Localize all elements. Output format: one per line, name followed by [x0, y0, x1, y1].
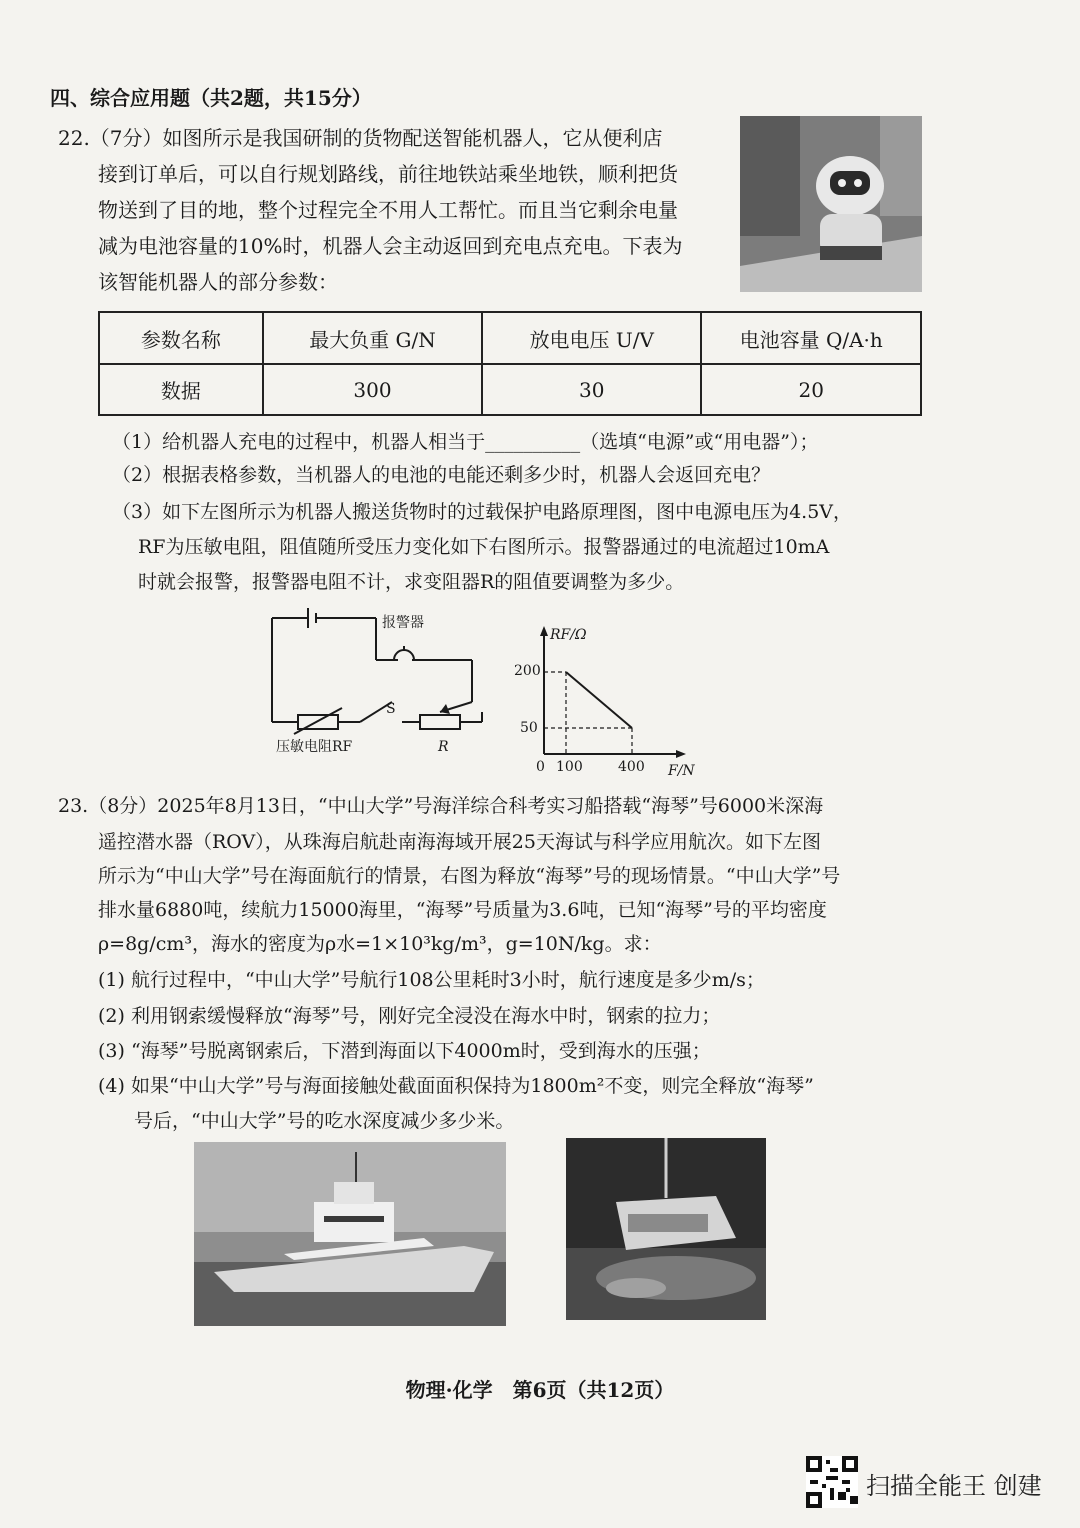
- q23-sub2: (2) 利用钢索缓慢释放“海琴”号，刚好完全浸没在海水中时，钢索的拉力；: [98, 1005, 721, 1027]
- graph-origin: 0: [536, 759, 545, 775]
- table-cell: 30: [482, 364, 701, 415]
- graph-y-tick: 200: [514, 663, 541, 679]
- q23-sub3: (3) “海琴”号脱离钢索后，下潜到海面以下4000m时，受到海水的压强；: [98, 1040, 711, 1062]
- table-row: [99, 312, 921, 364]
- q23-sub4-line: (4) 如果“中山大学”号与海面接触处截面面积保持为1800m²不变，则完全释放“海琴”: [98, 1075, 814, 1097]
- table-row: [99, 364, 921, 415]
- q22-intro-line: 接到订单后，可以自行规划路线，前往地铁站乘坐地铁，顺利把货: [98, 162, 678, 186]
- q23-intro-line: ρ=8g/cm³，海水的密度为ρ水=1×10³kg/m³，g=10N/kg。求：: [98, 933, 662, 955]
- q22-intro-line: 物送到了目的地，整个过程完全不用人工帮忙。而且当它剩余电量: [98, 198, 678, 222]
- q23-sub4-line: 号后，“中山大学”号的吃水深度减少多少米。: [134, 1110, 515, 1132]
- q23-intro-line: 排水量6880吨，续航力15000海里，“海琴”号质量为3.6吨，已知“海琴”号的平均密度: [98, 899, 827, 921]
- table-cell: 放电电压 U/V: [482, 312, 701, 364]
- graph-x-tick: 100: [556, 759, 583, 775]
- q22-intro-line: 该智能机器人的部分参数：: [98, 270, 338, 294]
- table-cell: 最大负重 G/N: [263, 312, 482, 364]
- table-cell: 数据: [99, 364, 263, 415]
- q23-intro-line: 遥控潜水器（ROV），从珠海启航赴南海海域开展25天海试与科学应用航次。如下左图: [98, 831, 821, 853]
- graph-y-tick: 50: [520, 720, 538, 736]
- q22-sub1: （1）给机器人充电的过程中，机器人相当于__________（选填“电源”或“用电器”）；: [112, 431, 819, 453]
- rov-photo: [566, 1138, 766, 1320]
- table-cell: 300: [263, 364, 482, 415]
- sensor-label: 压敏电阻RF: [276, 739, 353, 755]
- table-cell: 电池容量 Q/A·h: [701, 312, 921, 364]
- section-title: 四、综合应用题（共2题，共15分）: [50, 86, 372, 110]
- q22-sub2: （2）根据表格参数，当机器人的电池的电能还剩多少时，机器人会返回充电？: [112, 464, 771, 486]
- graph-ylabel: RF/Ω: [550, 627, 587, 643]
- q23-sub1: (1) 航行过程中，“中山大学”号航行108公里耗时3小时，航行速度是多少m/s；: [98, 969, 765, 991]
- robot-photo: [740, 116, 922, 292]
- q22-sub3-line: 时就会报警，报警器电阻不计，求变阻器R的阻值要调整为多少。: [138, 571, 685, 593]
- q22-intro-line: 减为电池容量的10%时，机器人会主动返回到充电点充电。下表为: [98, 234, 683, 258]
- page-footer: 物理·化学 第6页（共12页）: [405, 1378, 675, 1402]
- qr-code: [806, 1456, 858, 1508]
- table-cell: 20: [701, 364, 921, 415]
- alarm-label: 报警器: [382, 615, 424, 631]
- q23-intro-line: 所示为“中山大学”号在海面航行的情景，右图为释放“海琴”号的现场情景。“中山大学”号: [98, 865, 841, 887]
- graph-x-tick: 400: [618, 759, 645, 775]
- resistance-force-graph: [536, 626, 686, 766]
- q23-intro-line: 23.（8分）2025年8月13日，“中山大学”号海洋综合科考实习船搭载“海琴”号6000米深海: [58, 795, 824, 817]
- scanner-watermark: 扫描全能王 创建: [866, 1472, 1042, 1500]
- parameter-table: [98, 311, 922, 416]
- q22-intro-line: 22.（7分）如图所示是我国研制的货物配送智能机器人，它从便利店: [58, 126, 663, 150]
- ship-photo: [194, 1142, 506, 1326]
- q22-sub3-line: RF为压敏电阻，阻值随所受压力变化如下右图所示。报警器通过的电流超过10mA: [138, 536, 830, 558]
- graph-xlabel: F/N: [668, 763, 695, 779]
- table-cell: 参数名称: [99, 312, 263, 364]
- switch-label: S: [386, 701, 396, 717]
- q22-sub3-line: （3）如下左图所示为机器人搬送货物时的过载保护电路原理图，图中电源电压为4.5V，: [112, 501, 853, 523]
- rheostat-label: R: [438, 739, 449, 755]
